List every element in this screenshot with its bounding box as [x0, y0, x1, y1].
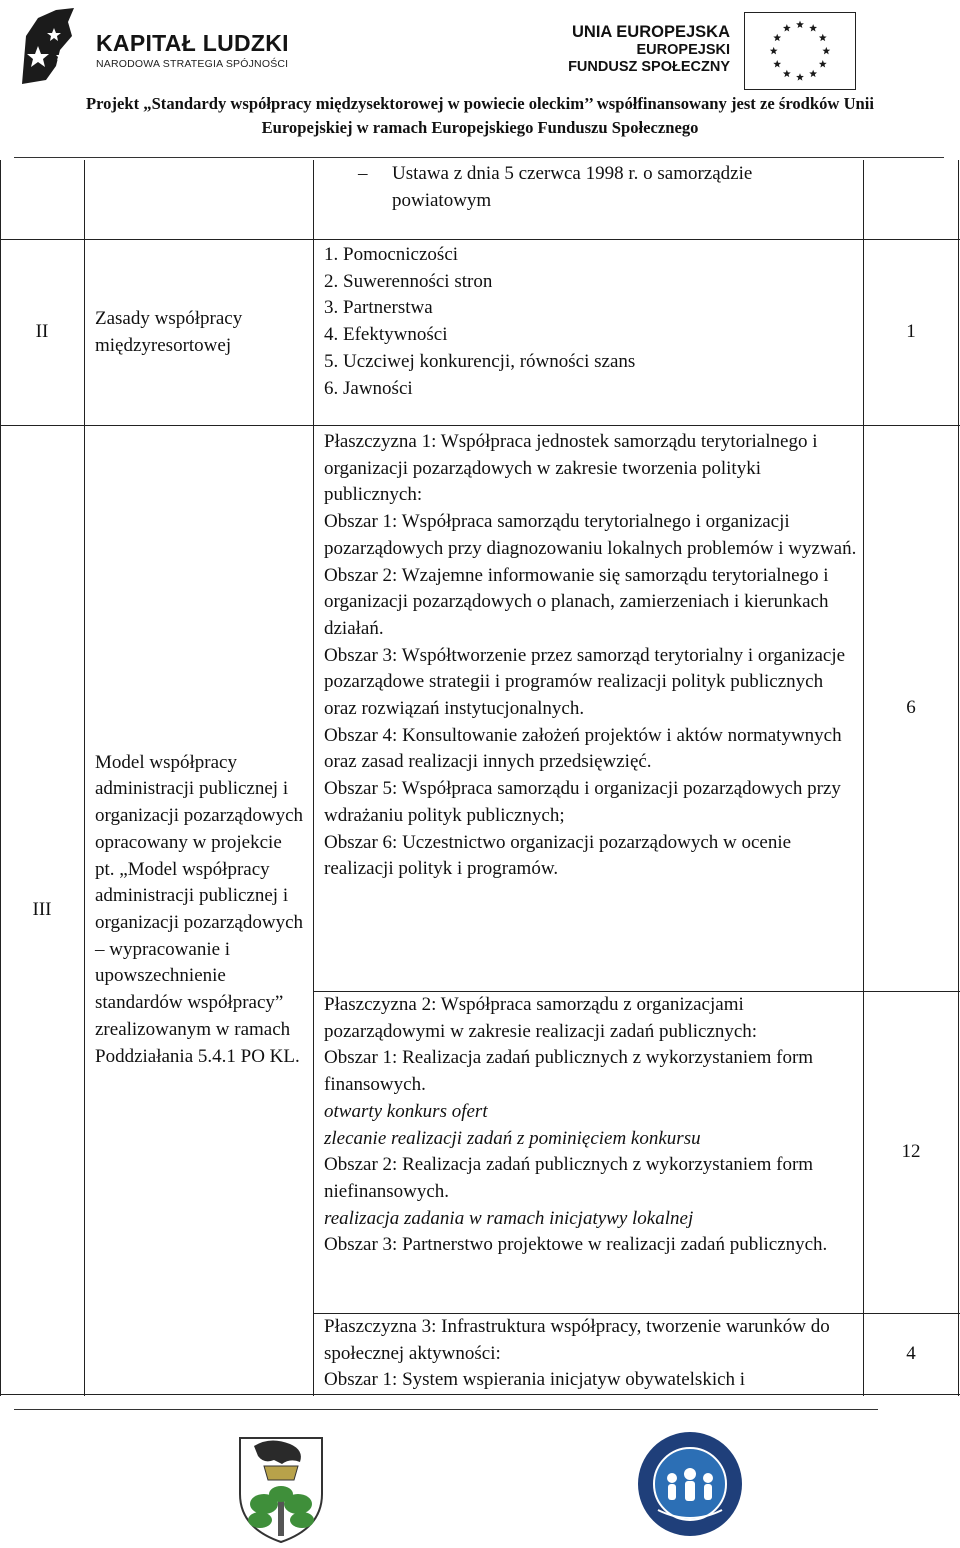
plane-2-score: 12 [901, 1141, 921, 1163]
list-item: 1. Pomocniczości [324, 244, 459, 265]
plane-2-cell [324, 992, 858, 1259]
eu-label-line3: FUNDUSZ SPOŁECZNY [568, 59, 730, 75]
list-item: 6. Jawności [324, 377, 413, 399]
plane-1-heading: Płaszczyzna 1: Współpraca jednostek samorządu terytorialnego i organizacji pozarządowych w zakresie tworzenia polityki publicznych: [324, 431, 818, 506]
page-header [0, 0, 960, 160]
county-crest-icon [234, 1432, 328, 1544]
table-border-right [958, 160, 959, 1396]
plane-3-heading: Płaszczyzna 3: Infrastruktura współpracy, tworzenie warunków do społecznej aktywności: [324, 1316, 830, 1364]
project-banner [0, 92, 960, 140]
plane-1-cell [324, 429, 858, 883]
row-number-iii-label: III [32, 898, 52, 920]
eu-star-icon [773, 34, 781, 41]
kapital-ludzki-title: KAPITAŁ LUDZKI [96, 30, 289, 56]
footer-divider [14, 1409, 878, 1410]
eu-star-icon [819, 34, 827, 41]
plane-3-cell [324, 1314, 858, 1394]
eu-flag-icon [744, 12, 856, 90]
plane-2-area-2: Obszar 2: Realizacja zadań publicznych z wykorzystaniem form niefinansowych. [324, 1154, 814, 1202]
plane-2-heading: Płaszczyzna 2: Współpraca samorządu z organizacjami pozarządowymi w zakresie realizacji zadań publicznych: [324, 994, 758, 1042]
eu-star-icon [809, 24, 817, 31]
table-col-divider-1 [84, 160, 85, 1396]
principles-score: 1 [906, 321, 916, 343]
row-number-ii-label: II [35, 321, 49, 343]
plane-3-area-1: Obszar 1: System wspierania inicjatyw obywatelskich i [324, 1369, 746, 1391]
plane-1-score-cell [864, 426, 958, 991]
eu-label-line2: EUROPEJSKI [636, 42, 730, 58]
row-number-iii [0, 426, 84, 1394]
eu-star-icon [796, 73, 804, 80]
table-border-bottom [0, 1394, 960, 1395]
plane-1-area-4: Obszar 4: Konsultowanie założeń projektów i aktów normatywnych oraz zasad realizacji innych przedsięwzięć. [324, 724, 842, 773]
plane-2-area-2-form: realizacja zadania w ramach inicjatywy lokalnej [324, 1207, 694, 1229]
model-title: Model współpracy administracji publicznej i organizacji pozarządowych opracowany w projekcie pt. „Model współpracy administracji publicznej i organizacji pozarządowych – wypracowanie i upowszechnienie standardów współpracy” zrealizowanym w ramach Poddziałania 5.4.1 PO KL. [95, 751, 304, 1067]
eu-star-icon [796, 21, 804, 28]
kapital-ludzki-logo-icon [16, 6, 78, 86]
legal-basis-item: – Ustawa z dnia 5 czerwca 1998 r. o samorządzie powiatowym [324, 161, 854, 214]
principles-list [324, 242, 858, 402]
plane-2-area-1-form-2: zlecanie realizacji zadań z pominięciem konkursu [324, 1127, 701, 1149]
eu-star-icon [783, 24, 791, 31]
eu-star-icon [770, 47, 778, 54]
eu-star-icon [809, 70, 817, 77]
plane-1-area-5: Obszar 5: Współpraca samorządu i organizacji pozarządowych przy wdrażaniu polityk publicznych; [324, 778, 841, 826]
plane-1-area-3: Obszar 3: Współtworzenie przez samorząd terytorialny i organizacje pozarządowe strategii i programów realizacji polityk publicznych oraz rozwiązań instytucjonalnych. [324, 644, 846, 720]
list-item: 2. Suwerenności stron [324, 270, 493, 292]
eu-star-icon [783, 70, 791, 77]
eu-star-icon [773, 60, 781, 67]
legal-basis-cell [324, 161, 854, 214]
list-item: 4. Efektywności [324, 324, 448, 346]
principles-title-cell [95, 240, 305, 425]
plane-1-area-6: Obszar 6: Uczestnictwo organizacji pozarządowych w ocenie realizacji polityk i programów. [324, 831, 792, 880]
organization-seal-icon [636, 1430, 744, 1538]
plane-1-area-1: Obszar 1: Współpraca samorządu terytorialnego i organizacji pozarządowych przy diagnozowaniu lokalnych problemów i wyzwań. [324, 511, 857, 559]
plane-2-area-1-form-1: otwarty konkurs ofert [324, 1100, 488, 1122]
list-item: 5. Uczciwej konkurencji, równości szans [324, 350, 636, 372]
header-divider [14, 157, 944, 158]
project-line-1: Projekt „Standardy współpracy międzysektorowej w powiecie oleckim’’ współfinansowany jest ze środków Unii [85, 94, 874, 113]
kapital-ludzki-subtitle: NARODOWA STRATEGIA SPÓJNOŚCI [96, 58, 289, 70]
project-line-2: Europejskiej w ramach Europejskiego Funduszu Społecznego [261, 118, 699, 137]
plane-1-area-2: Obszar 2: Wzajemne informowanie się samorządu terytorialnego i organizacji pozarządowych o planach, zamierzeniach i kierunkach działań. [324, 564, 829, 639]
eu-label-line1: UNIA EUROPEJSKA [572, 23, 730, 41]
eu-star-icon [822, 47, 830, 54]
list-item: 3. Partnerstwa [324, 297, 433, 319]
plane-3-score: 4 [906, 1342, 916, 1364]
principles-score-cell [864, 240, 958, 425]
row-number-ii [0, 240, 84, 425]
plane-1-score: 6 [906, 697, 916, 719]
plane-2-area-3: Obszar 3: Partnerstwo projektowe w realizacji zadań publicznych. [324, 1234, 828, 1256]
plane-3-score-cell [864, 1314, 958, 1394]
principles-list-cell [324, 242, 858, 402]
standards-table [0, 160, 960, 1396]
table-col-divider-2 [313, 160, 314, 1396]
eu-label [560, 22, 730, 76]
eu-star-icon [819, 60, 827, 67]
plane-2-score-cell [864, 992, 958, 1313]
plane-2-area-1: Obszar 1: Realizacja zadań publicznych z wykorzystaniem form finansowych. [324, 1047, 814, 1096]
principles-title: Zasady współpracy międzyresortowej [95, 307, 243, 356]
model-title-cell [95, 426, 305, 1394]
